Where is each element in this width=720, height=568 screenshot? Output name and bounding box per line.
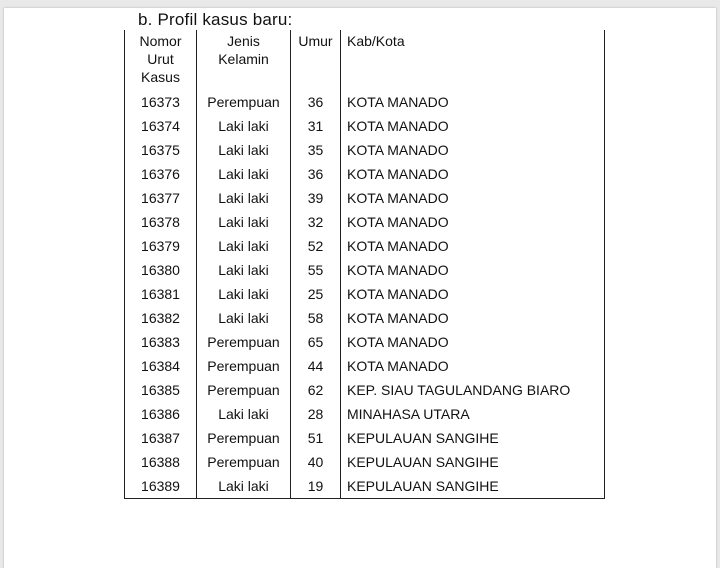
header-jenis — [197, 30, 291, 90]
header-kab — [341, 30, 605, 90]
cell-nomor: 16381 — [125, 282, 197, 306]
cell-kab: KOTA MANADO — [341, 114, 605, 138]
cell-umur: 51 — [291, 426, 341, 450]
cell-nomor: 16373 — [125, 90, 197, 114]
cell-jenis: Laki laki — [197, 402, 291, 426]
table-row — [125, 378, 605, 402]
cell-nomor: 16374 — [125, 114, 197, 138]
table-row — [125, 258, 605, 282]
cell-umur: 62 — [291, 378, 341, 402]
table-row — [125, 114, 605, 138]
cell-nomor: 16386 — [125, 402, 197, 426]
cell-kab: KOTA MANADO — [341, 138, 605, 162]
table-row — [125, 234, 605, 258]
cell-jenis: Laki laki — [197, 474, 291, 499]
cell-umur: 28 — [291, 402, 341, 426]
cell-umur: 32 — [291, 210, 341, 234]
cell-jenis: Laki laki — [197, 186, 291, 210]
cell-kab: KOTA MANADO — [341, 186, 605, 210]
cell-nomor: 16377 — [125, 186, 197, 210]
cell-nomor: 16375 — [125, 138, 197, 162]
cell-nomor: 16384 — [125, 354, 197, 378]
cell-jenis: Perempuan — [197, 90, 291, 114]
table-row — [125, 450, 605, 474]
cell-umur: 40 — [291, 450, 341, 474]
cell-nomor: 16385 — [125, 378, 197, 402]
cell-umur: 55 — [291, 258, 341, 282]
cell-umur: 44 — [291, 354, 341, 378]
cell-kab: KOTA MANADO — [341, 90, 605, 114]
table-row — [125, 210, 605, 234]
section-heading: b. Profil kasus baru: — [138, 10, 293, 29]
cell-jenis: Laki laki — [197, 234, 291, 258]
header-nomor-line: Nomor — [139, 33, 182, 49]
cell-kab: KOTA MANADO — [341, 162, 605, 186]
cell-umur: 31 — [291, 114, 341, 138]
cell-kab: KOTA MANADO — [341, 234, 605, 258]
cell-jenis: Perempuan — [197, 330, 291, 354]
cell-nomor: 16376 — [125, 162, 197, 186]
cell-kab: KOTA MANADO — [341, 330, 605, 354]
cell-jenis: Laki laki — [197, 306, 291, 330]
table-row — [125, 330, 605, 354]
cell-jenis: Laki laki — [197, 282, 291, 306]
table-row — [125, 90, 605, 114]
cell-nomor: 16383 — [125, 330, 197, 354]
cell-jenis: Laki laki — [197, 258, 291, 282]
cell-nomor: 16382 — [125, 306, 197, 330]
cell-kab: KEPULAUAN SANGIHE — [341, 474, 605, 499]
cell-umur: 65 — [291, 330, 341, 354]
table-body — [125, 90, 605, 499]
cell-kab: KOTA MANADO — [341, 306, 605, 330]
cell-umur: 19 — [291, 474, 341, 499]
cell-kab: KEPULAUAN SANGIHE — [341, 426, 605, 450]
cell-nomor: 16388 — [125, 450, 197, 474]
document-page — [4, 8, 716, 568]
cell-nomor: 16379 — [125, 234, 197, 258]
cell-jenis: Laki laki — [197, 210, 291, 234]
table-row — [125, 306, 605, 330]
table-row — [125, 474, 605, 499]
cell-jenis: Perempuan — [197, 450, 291, 474]
cell-umur: 36 — [291, 90, 341, 114]
cell-nomor: 16389 — [125, 474, 197, 499]
table-row — [125, 162, 605, 186]
header-umur-label: Umur — [298, 33, 333, 49]
cell-nomor: 16380 — [125, 258, 197, 282]
cell-nomor: 16378 — [125, 210, 197, 234]
cell-umur: 35 — [291, 138, 341, 162]
cell-kab: KOTA MANADO — [341, 282, 605, 306]
table-row — [125, 282, 605, 306]
header-nomor-line: Urut — [147, 51, 174, 67]
header-nomor-line: Kasus — [141, 69, 180, 85]
header-umur — [291, 30, 341, 90]
cell-umur: 36 — [291, 162, 341, 186]
cell-umur: 39 — [291, 186, 341, 210]
cell-kab: KOTA MANADO — [341, 354, 605, 378]
cell-umur: 58 — [291, 306, 341, 330]
table-row — [125, 138, 605, 162]
cell-kab: KOTA MANADO — [341, 210, 605, 234]
cell-kab: MINAHASA UTARA — [341, 402, 605, 426]
cell-jenis: Perempuan — [197, 426, 291, 450]
cell-kab: KEPULAUAN SANGIHE — [341, 450, 605, 474]
header-jenis-line: Kelamin — [218, 51, 269, 67]
cell-jenis: Laki laki — [197, 114, 291, 138]
header-nomor — [125, 30, 197, 90]
cell-kab: KOTA MANADO — [341, 258, 605, 282]
cell-jenis: Laki laki — [197, 162, 291, 186]
table-row — [125, 426, 605, 450]
cell-jenis: Laki laki — [197, 138, 291, 162]
cell-jenis: Perempuan — [197, 378, 291, 402]
table-header-row — [125, 30, 605, 90]
table-row — [125, 354, 605, 378]
header-jenis-line: Jenis — [227, 33, 260, 49]
case-profile-table — [124, 30, 605, 499]
cell-umur: 52 — [291, 234, 341, 258]
header-kab-label: Kab/Kota — [347, 33, 405, 49]
table-row — [125, 402, 605, 426]
table-row — [125, 186, 605, 210]
cell-nomor: 16387 — [125, 426, 197, 450]
cell-umur: 25 — [291, 282, 341, 306]
cell-kab: KEP. SIAU TAGULANDANG BIARO — [341, 378, 605, 402]
cell-jenis: Perempuan — [197, 354, 291, 378]
